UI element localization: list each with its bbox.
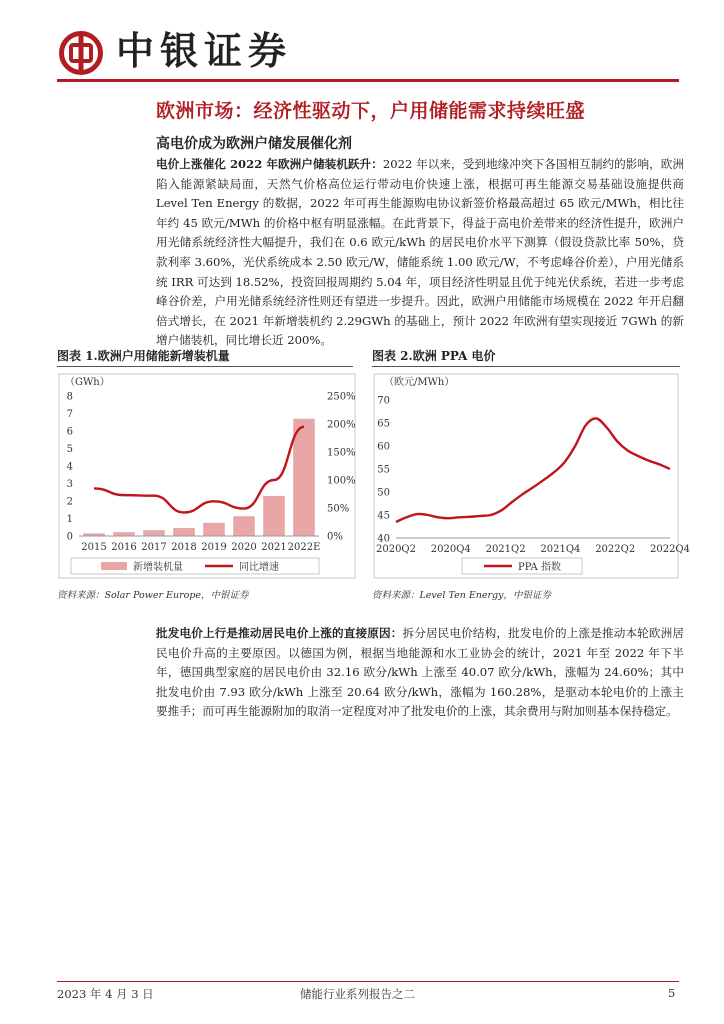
header-divider: [57, 79, 679, 82]
y-tick-label-right: 250%: [327, 391, 356, 403]
y-tick-label: 65: [377, 418, 390, 430]
y-tick-label-right: 50%: [327, 503, 350, 515]
footer-report-name: 储能行业系列报告之二: [300, 987, 415, 1001]
legend-bar-swatch: [101, 562, 127, 570]
y-tick-label: 50: [377, 487, 390, 499]
section-title: 欧洲市场：经济性驱动下，户用储能需求持续旺盛: [156, 100, 586, 122]
legend-line-label: PPA 指数: [518, 562, 561, 573]
x-tick-label: 2020: [231, 542, 257, 553]
paragraph-2-body: 拆分居民电价结构，批发电价的上涨是推动本轮欧洲居民电价升高的主要原因。以德国为例，根据当地能源和水工业协会的统计，2021 年至 2022 年下半年，德国典型家庭的居民电价由 32.16 欧分/kWh 上涨至 40.07 欧分/kWh，涨幅为 24.60%；其中批发电价由 7.93 欧分/kWh 上涨至 20.64 欧分/kWh，涨幅为 160.28%，是驱动本轮电价的上涨主要推手；而可再生能源附加的取消一定程度对冲了批发电价的上涨，其余费用与附加则基本保持稳定。: [156, 626, 684, 719]
paragraph-1: [156, 155, 684, 351]
company-logo: [58, 30, 104, 76]
bar: [143, 530, 165, 536]
figure-1-source: 资料来源：Solar Power Europe，中银证券: [57, 590, 249, 601]
y-tick-label-left: 1: [66, 514, 73, 525]
y-axis-unit-label: （欧元/MWh）: [384, 377, 455, 388]
y-tick-label: 55: [377, 464, 390, 476]
bar: [263, 496, 285, 536]
x-tick-label: 2021Q2: [485, 544, 526, 555]
x-tick-label: 2017: [141, 542, 167, 553]
x-tick-label: 2022Q2: [595, 544, 636, 555]
y-tick-label-right: 0%: [327, 531, 343, 543]
paragraph-1-lead: 电价上涨催化 2022 年欧洲户储装机跃升：: [156, 157, 383, 171]
y-tick-label-left: 2: [66, 496, 73, 508]
y-tick-label-left: 5: [66, 444, 73, 455]
footer-date: 2023 年 4 月 3 日: [57, 987, 154, 1001]
figure-1-rule: [57, 366, 353, 367]
y-tick-label-right: 100%: [327, 475, 356, 487]
legend-bar-label: 新增装机量: [133, 562, 183, 573]
x-tick-label: 2019: [201, 542, 227, 553]
x-tick-label: 2022Q4: [649, 544, 691, 555]
figure-1-chart: [57, 372, 357, 584]
figure-2-source: 资料来源：Level Ten Energy，中银证券: [372, 590, 552, 601]
company-name: 中银证券: [116, 28, 293, 73]
x-tick-label: 2018: [171, 542, 197, 553]
y-tick-label: 45: [377, 510, 390, 522]
figure-2-chart: [372, 372, 691, 584]
x-tick-label: 2021: [261, 542, 287, 553]
legend-line-label: 同比增速: [239, 562, 279, 573]
y-tick-label-left: 4: [66, 461, 73, 473]
section-subtitle: 高电价成为欧洲户储发展催化剂: [156, 136, 352, 152]
y-tick-label-left: 3: [66, 479, 73, 490]
bar: [233, 516, 255, 536]
y-tick-label: 70: [377, 395, 390, 407]
y-tick-label: 40: [377, 533, 390, 545]
x-tick-label: 2016: [111, 542, 137, 553]
figure-1-svg: [57, 372, 357, 584]
figure-2-svg: [372, 372, 691, 584]
x-tick-label: 2020Q4: [430, 544, 471, 555]
page-number: 5: [668, 986, 676, 1000]
bar: [203, 523, 225, 536]
paragraph-1-body: 2022 年以来，受到地缘冲突下各国相互制约的影响，欧洲陷入能源紧缺局面，天然气价格高位运行带动电价快速上涨，根据可再生能源交易基础设施提供商 Level Ten Energy 的数据，2022 年可再生能源购电协议新签价格最高超过 65 欧元/MWh，相比往年约 45 欧元/MWh 的价格中枢有明显涨幅。在此背景下，得益于高电价差带来的经济性提升，欧洲户用光储系统经济性大幅提升，我们在 0.6 欧元/kWh 的居民电价水平下测算（假设贷款比率 50%，贷款利率 3.60%，光伏系统成本 2.50 欧元/W，储能系统 1.00 欧元/W，不考虑峰谷价差），户用光储系统 IRR 可达到 18.52%，投资回报周期约 5.04 年，项目经济性明显且优于纯光伏系统，若进一步考虑峰谷价差，户用光储系统经济性则还有望进一步提升。因此，欧洲户用储能市场规模在 2022 年开启翻倍式增长，在 2021 年新增装机约 2.29GWh 的基础上，预计 2022 年欧洲有望实现接近 7GWh 的新增户储装机，同比增长近 200%。: [156, 157, 684, 348]
bar: [113, 532, 135, 536]
y-tick-label: 60: [377, 441, 390, 453]
bar: [173, 528, 195, 536]
ppa-index-line: [396, 418, 670, 522]
figure-2-rule: [372, 366, 680, 367]
y-tick-label-left: 7: [66, 409, 73, 420]
paragraph-2: [156, 624, 684, 722]
x-tick-label: 2020Q2: [375, 544, 417, 555]
figure-2-title: 图表 2.欧洲 PPA 电价: [372, 349, 496, 363]
y-tick-label-right: 200%: [327, 419, 356, 431]
y-tick-label-left: 8: [66, 391, 73, 403]
x-tick-label: 2015: [81, 542, 107, 553]
x-tick-label: 2021Q4: [540, 544, 581, 555]
footer-divider: [57, 981, 679, 982]
y-axis-unit-label: （GWh）: [65, 377, 110, 388]
figure-1-title: 图表 1.欧洲户用储能新增装机量: [57, 349, 230, 363]
x-tick-label: 2022E: [287, 542, 321, 553]
bar: [293, 419, 315, 536]
y-tick-label-left: 6: [66, 426, 73, 438]
bank-of-china-logo-icon: [58, 30, 104, 76]
y-tick-label-left: 0: [66, 531, 73, 543]
y-tick-label-right: 150%: [327, 447, 356, 459]
paragraph-2-lead: 批发电价上行是推动居民电价上涨的直接原因：: [156, 626, 403, 640]
